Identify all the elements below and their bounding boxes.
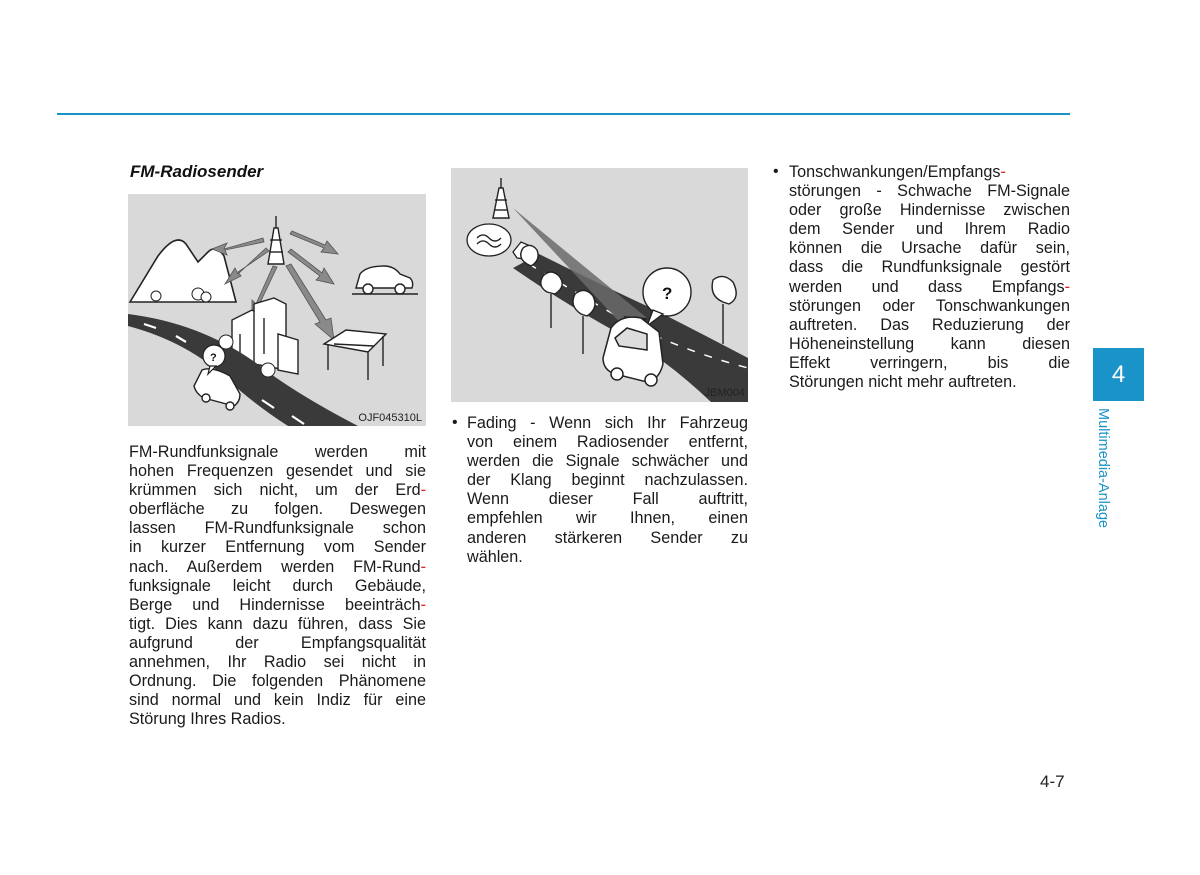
text-line: von einem Radiosender entfernt,: [467, 433, 748, 452]
text-line: anderen stärkeren Sender zu: [467, 528, 748, 547]
interference-paragraph: [789, 163, 1070, 392]
text-line: störungen - Schwache FM-Signale: [789, 182, 1070, 201]
hyphen-mark: -: [420, 481, 426, 500]
intro-paragraph: [129, 443, 426, 729]
text-line: sind normal und kein Indiz für eine: [129, 691, 426, 710]
text-line: annehmen, Ihr Radio sei nicht in: [129, 653, 426, 672]
fm-transmitter-illustration: [128, 194, 426, 426]
text-line: können die Ursache dafür sein,: [789, 239, 1070, 258]
text-line: oder große Hindernisse zwischen: [789, 201, 1070, 220]
radio-tower-icon: [268, 216, 284, 264]
text-line: FM-Rundfunksignale werden mit: [129, 443, 426, 461]
bridge-icon: [324, 330, 386, 380]
hyphen-mark: -: [420, 557, 426, 576]
radio-wave-bubble-icon: [467, 224, 511, 256]
text-line: in kurzer Entfernung vom Sender: [129, 538, 426, 557]
radio-tower-icon: [493, 178, 509, 218]
text-line: auftreten. Das Reduzierung der: [789, 315, 1070, 334]
figure-fading: [451, 168, 748, 402]
text-line: Störungen nicht mehr auftreten.: [789, 373, 1017, 392]
header-rule: [57, 113, 1070, 115]
text-line: Fading - Wenn sich Ihr Fahrzeug: [467, 414, 748, 432]
fading-illustration: [451, 168, 748, 402]
text-line: Höheneinstellung kann diesen: [789, 334, 1070, 353]
hyphen-mark: -: [1000, 163, 1006, 181]
text-line: Berge und Hindernisse beeinträch-: [129, 595, 426, 614]
svg-text:?: ?: [210, 352, 217, 364]
hyphen-mark: -: [420, 595, 426, 614]
svg-text:?: ?: [662, 284, 673, 303]
hyphen-mark: -: [1064, 277, 1070, 296]
text-line: funksignale leicht durch Gebäude,: [129, 576, 426, 595]
page-number: 4-7: [1040, 772, 1065, 791]
fading-paragraph: [467, 414, 748, 567]
text-line: Ordnung. Die folgenden Phänomene: [129, 672, 426, 691]
bullet-marker: •: [773, 163, 779, 180]
text-line: lassen FM-Rundfunksignale schon: [129, 519, 426, 538]
text-line: krümmen sich nicht, um der Erd-: [129, 481, 426, 500]
text-line: Effekt verringern, bis die: [789, 353, 1070, 372]
signal-arrow: [290, 231, 338, 254]
text-line: Tonschwankungen/Empfangs-: [789, 163, 1006, 181]
text-line: wählen.: [467, 547, 523, 566]
bullet-marker: •: [452, 414, 458, 431]
signal-arrow: [212, 238, 264, 255]
text-line: oberfläche zu folgen. Deswegen: [129, 500, 426, 519]
text-line: aufgrund der Empfangsqualität: [129, 633, 426, 652]
text-line: der Klang beginnt nachzulassen.: [467, 471, 748, 490]
text-line: störungen oder Tonschwankungen: [789, 296, 1070, 315]
text-line: tigt. Dies kann dazu führen, dass Sie: [129, 614, 426, 633]
text-line: Wenn dieser Fall auftritt,: [467, 490, 748, 509]
section-title: FM-Radiosender: [130, 162, 264, 181]
chapter-label-text: Multimedia-Anlage: [1095, 408, 1111, 529]
signal-arrow: [225, 248, 269, 284]
text-line: empfehlen wir Ihnen, einen: [467, 509, 748, 528]
text-line: hohen Frequenzen gesendet und sie: [129, 462, 426, 481]
chapter-label: [1095, 408, 1125, 553]
text-line: nach. Außerdem werden FM-Rund-: [129, 557, 426, 576]
car-icon: [603, 317, 663, 386]
text-line: werden und dass Empfangs-: [789, 277, 1070, 296]
text-line: dass die Rundfunksignale gestört: [789, 258, 1070, 277]
text-line: werden die Signale schwächer und: [467, 452, 748, 471]
text-line: dem Sender und Ihrem Radio: [789, 220, 1070, 239]
chapter-tab: 4: [1093, 348, 1144, 401]
figure-code: OJF045310L: [358, 412, 422, 424]
figure-code: JBM004: [704, 387, 745, 399]
figure-fm-transmitter: [128, 194, 426, 426]
text-line: Störung Ihres Radios.: [129, 710, 286, 729]
car-icon: [352, 266, 418, 294]
